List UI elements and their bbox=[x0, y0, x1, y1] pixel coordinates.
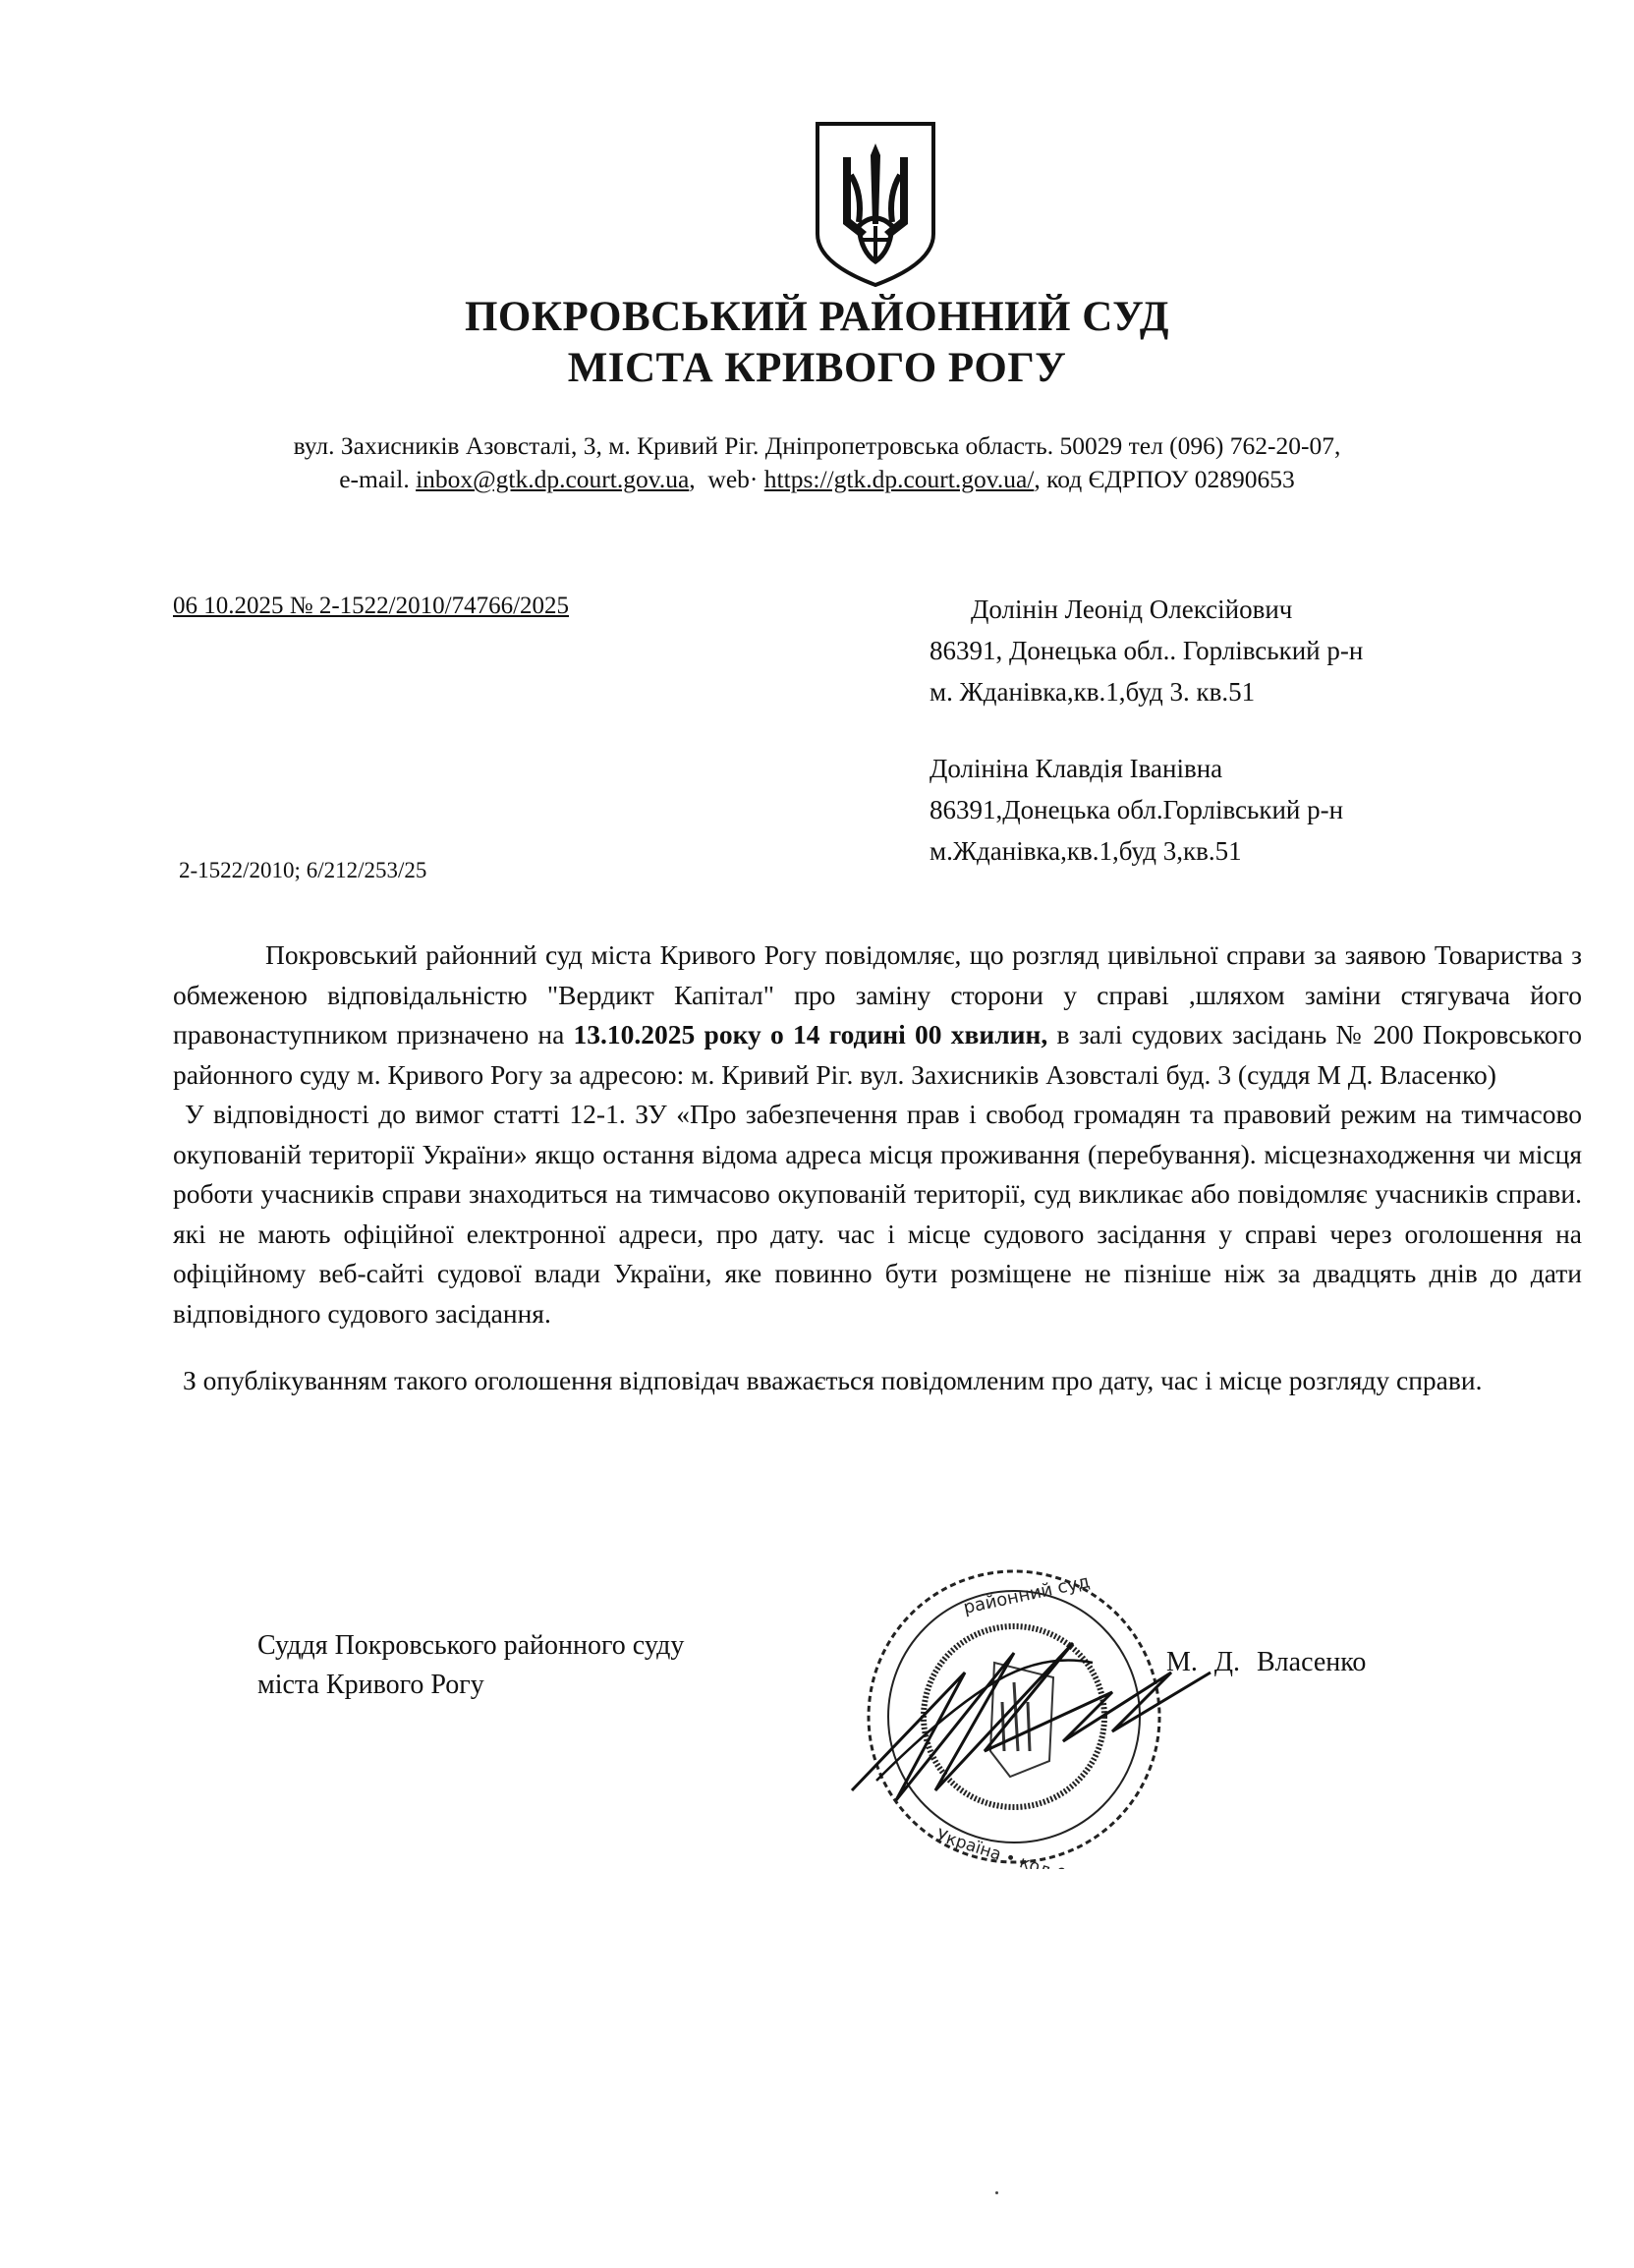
paragraph-publication: З опублікуванням такого оголошення відповідач вважається повідомленим про дату, час і місце розгляду справи. bbox=[183, 1365, 1483, 1395]
hearing-datetime: 13.10.2025 року о 14 годині 00 хвилин, bbox=[573, 1019, 1048, 1049]
court-name-line1: ПОКРОВСЬКИЙ РАЙОННИЙ СУД bbox=[464, 294, 1170, 340]
scan-artifact bbox=[995, 2191, 998, 2194]
addressee-1-address-line1: 86391, Донецька обл.. Горлівський р-н bbox=[930, 636, 1364, 665]
email-link[interactable]: inbox@gtk.dp.court.gov.ua bbox=[416, 465, 690, 493]
email-label: e-mail. bbox=[339, 465, 410, 493]
paragraph-law-reference: У відповідності до вимог статті 12-1. ЗУ «Про забезпечення прав і свобод громадян та правовий режим на тимчасово окупованій території України» якщо остання відома адреса місця проживання (перебування). місцезнаходження чи місця роботи учасників справи знаходиться на тимчасово окупованій території, суд викликає або повідомляє учасників справи. які не мають офіційної електронної адреси, про дату. час і місце судового засідання у справі через оголошення на офіційному веб-сайті судової влади України, яке повинно бути розміщене не пізніше ніж за двадцять днів до дати відповідного судового засідання. bbox=[173, 1099, 1582, 1329]
registration-number: 06 10.2025 № 2-1522/2010/74766/2025 bbox=[173, 593, 570, 619]
edrpou-code: код ЄДРПОУ 02890653 bbox=[1046, 465, 1295, 493]
coat-of-arms-icon bbox=[808, 116, 943, 291]
addressee-1-address-line2: м. Жданівка,кв.1,буд 3. кв.51 bbox=[930, 677, 1256, 707]
website-link[interactable]: https://gtk.dp.court.gov.ua/ bbox=[763, 465, 1035, 493]
court-address: вул. Захисників Азовсталі, 3, м. Кривий Ріг. Дніпропетровська область. 50029 тел (096) 762-20-07, bbox=[293, 431, 1341, 460]
notice-body bbox=[173, 936, 1582, 1401]
addressee-2-address-line1: 86391,Донецька обл.Горлівський р-н bbox=[930, 795, 1344, 824]
official-seal-icon bbox=[817, 1555, 1230, 1869]
paragraph-hearing-notice: Покровський районний суд міста Кривого Рогу повідомляє, що розгляд цивільної справи за заявою Товариства з обмеженою відповідальністю "Вердикт Капітал" про заміну сторони у справі ,шляхом заміни стягувача його правонаступником призначено на 13.10.2025 року о 14 годині 00 хвилин, в залі судових засідань № 200 Покровського районного суду м. Кривого Рогу за адресою: м. Кривий Ріг. вул. Захисників Азовсталі буд. 3 (суддя М Д. Власенко) bbox=[173, 939, 1583, 1090]
svg-text:районний суд: районний суд bbox=[961, 1571, 1093, 1618]
court-contacts: e-mail. inbox@gtk.dp.court.gov.ua, web· https://gtk.dp.court.gov.ua/, код ЄДРПОУ 02890653 bbox=[339, 465, 1295, 493]
addressee-1-name: Долінін Леонід Олексійович bbox=[971, 595, 1293, 624]
court-name-line2: МІСТА КРИВОГО РОГУ bbox=[567, 345, 1067, 391]
web-label: web· bbox=[707, 465, 759, 493]
addressee-2-name: Долініна Клавдія Іванівна bbox=[930, 754, 1223, 783]
judge-title: Суддя Покровського районного суду міста Кривого Рогу bbox=[257, 1630, 685, 1700]
judge-name: М. Д. Власенко bbox=[1166, 1647, 1367, 1677]
addressee-2-address-line2: м.Жданівка,кв.1,буд 3,кв.51 bbox=[930, 836, 1242, 866]
svg-text:Україна • код 02890653: Україна • код 02890653 bbox=[933, 1825, 1140, 1869]
case-reference: 2-1522/2010; 6/212/253/25 bbox=[179, 858, 427, 882]
